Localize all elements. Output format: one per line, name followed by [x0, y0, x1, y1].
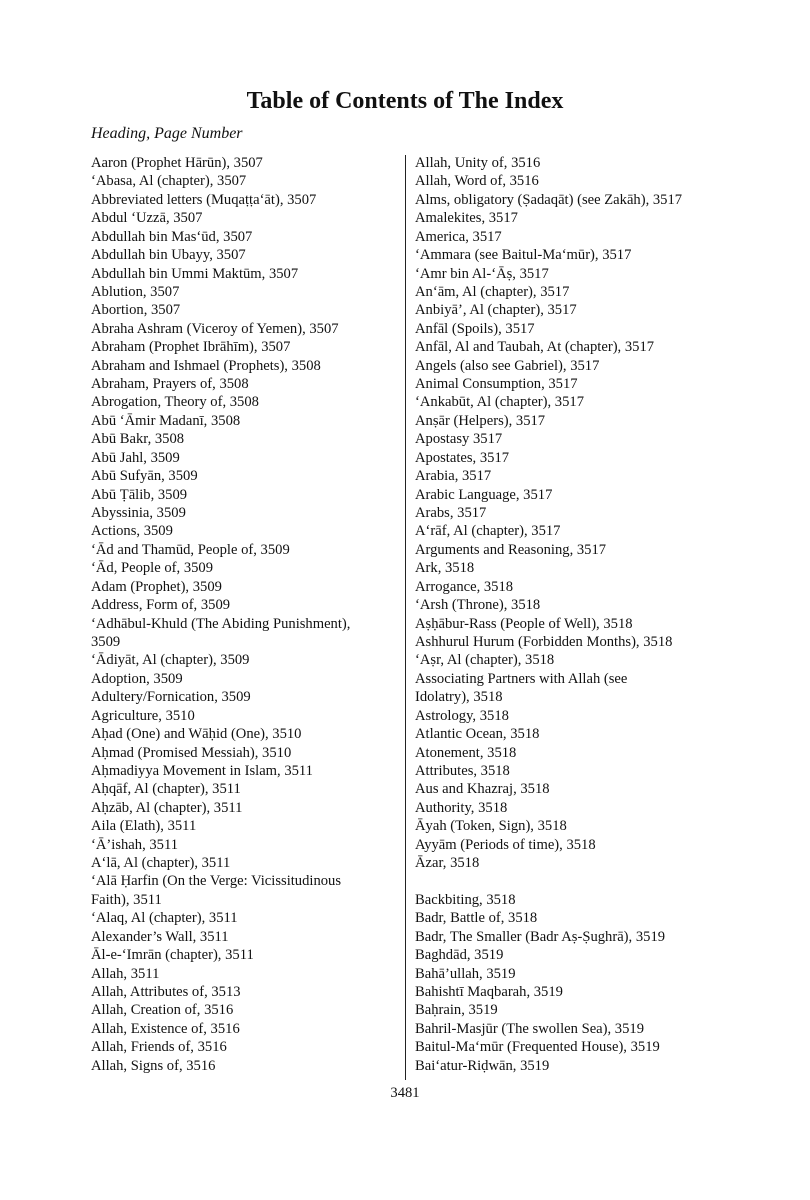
column-subheading: Heading, Page Number [91, 125, 243, 142]
index-entry: Authority, 3518 [415, 799, 508, 816]
index-entry: Ashhurul Hurum (Forbidden Months), 3518 [415, 633, 673, 650]
index-entry: ‘Adhābul-Khuld (The Abiding Punishment), [91, 615, 351, 632]
index-entry: Aḥad (One) and Wāḥid (One), 3510 [91, 726, 302, 743]
index-entry: Ayyām (Periods of time), 3518 [415, 836, 596, 853]
index-entry: ‘Aṣr, Al (chapter), 3518 [415, 652, 555, 669]
page-number: 3481 [390, 1085, 420, 1101]
index-entry: Abū Jahl, 3509 [91, 449, 180, 466]
index-entry: Agriculture, 3510 [91, 707, 195, 724]
index-entry: Bai‘atur-Riḍwān, 3519 [415, 1057, 550, 1074]
index-entry: Bahril-Masjūr (The swollen Sea), 3519 [415, 1020, 644, 1037]
index-entry: ‘Alaq, Al (chapter), 3511 [91, 910, 238, 927]
index-entry: Faith), 3511 [91, 891, 162, 908]
index-entry: Astrology, 3518 [415, 707, 509, 724]
index-entry: Allah, Signs of, 3516 [91, 1057, 216, 1074]
column-divider [405, 155, 406, 1080]
index-entry: Allah, Existence of, 3516 [91, 1020, 240, 1037]
index-entry: Allah, Creation of, 3516 [91, 1002, 234, 1019]
index-column-left [91, 154, 396, 1075]
index-entry: Arabic Language, 3517 [415, 486, 553, 503]
index-entry: Ark, 3518 [415, 560, 475, 577]
index-entry: Abrogation, Theory of, 3508 [91, 394, 259, 411]
index-entry: Associating Partners with Allah (see [415, 670, 628, 687]
index-entry: Atlantic Ocean, 3518 [415, 726, 540, 743]
index-entry: Aḥmadiyya Movement in Islam, 3511 [91, 762, 313, 779]
index-entry: Angels (also see Gabriel), 3517 [415, 357, 600, 374]
index-entry: Arrogance, 3518 [415, 578, 514, 595]
index-entry: Baghdād, 3519 [415, 947, 504, 964]
index-entry: Anbiyā’, Al (chapter), 3517 [415, 302, 577, 319]
index-entry: Abū Ṭālib, 3509 [91, 486, 188, 503]
index-entry: America, 3517 [415, 228, 502, 245]
index-entry: A‘rāf, Al (chapter), 3517 [415, 523, 561, 540]
index-entry: Adultery/Fornication, 3509 [91, 689, 251, 706]
index-entry: Abortion, 3507 [91, 302, 181, 319]
index-entry: Bahishtī Maqbarah, 3519 [415, 983, 563, 1000]
index-entry: Allah, 3511 [91, 965, 160, 982]
index-entry: Abū Bakr, 3508 [91, 431, 185, 448]
index-entry: Attributes, 3518 [415, 762, 510, 779]
index-entry: Apostasy 3517 [415, 431, 503, 448]
index-entry: Āyah (Token, Sign), 3518 [415, 818, 567, 835]
index-entry: Address, Form of, 3509 [91, 597, 231, 614]
index-entry: Badr, Battle of, 3518 [415, 910, 538, 927]
index-entry: Alms, obligatory (Ṣadaqāt) (see Zakāh), 3517 [415, 191, 683, 208]
index-entry: Abdullah bin Ummi Maktūm, 3507 [91, 265, 299, 282]
index-entry: Baḥrain, 3519 [415, 1002, 498, 1019]
page-title: Table of Contents of The Index [246, 88, 564, 114]
index-entry: Abraham and Ishmael (Prophets), 3508 [91, 357, 321, 374]
index-entry: Allah, Friends of, 3516 [91, 1039, 227, 1056]
index-entry: Abyssinia, 3509 [91, 505, 186, 522]
index-column-right [415, 154, 745, 1075]
index-entry: Ablution, 3507 [91, 283, 180, 300]
index-entry: An‘ām, Al (chapter), 3517 [415, 283, 570, 300]
index-entry: Abraham, Prayers of, 3508 [91, 376, 249, 393]
index-entry: ‘Ammara (see Baitul-Ma‘mūr), 3517 [415, 247, 632, 264]
index-entry: Abdullah bin Mas‘ūd, 3507 [91, 228, 253, 245]
index-entry: Arguments and Reasoning, 3517 [415, 541, 607, 558]
index-entry: Allah, Word of, 3516 [415, 173, 539, 190]
index-entry: Allah, Unity of, 3516 [415, 155, 541, 171]
index-entry: 3509 [91, 633, 121, 650]
index-entry: Abdul ‘Uzzā, 3507 [91, 210, 203, 227]
index-entry: Arabs, 3517 [415, 505, 487, 522]
index-entry: Alexander’s Wall, 3511 [91, 928, 229, 945]
index-entry: Allah, Attributes of, 3513 [91, 983, 241, 1000]
index-entry: Abū ‘Āmir Madanī, 3508 [91, 412, 241, 429]
index-entry: Abū Sufyān, 3509 [91, 468, 198, 485]
index-entry: Atonement, 3518 [415, 744, 517, 761]
index-entry: ‘Ād, People of, 3509 [91, 560, 214, 577]
index-entry: Arabia, 3517 [415, 468, 492, 485]
index-entry: ‘Ādiyāt, Al (chapter), 3509 [91, 652, 250, 669]
index-entry: Adam (Prophet), 3509 [91, 578, 222, 595]
index-entry: Amalekites, 3517 [415, 210, 518, 227]
index-entry: Baitul-Ma‘mūr (Frequented House), 3519 [415, 1039, 660, 1056]
index-entry: Animal Consumption, 3517 [415, 376, 578, 393]
index-entry: Actions, 3509 [91, 523, 173, 540]
index-entry: Aḥzāb, Al (chapter), 3511 [91, 799, 243, 816]
index-entry: Anfāl, Al and Taubah, At (chapter), 3517 [415, 339, 655, 356]
index-entry: Āzar, 3518 [415, 855, 480, 872]
index-entry: ‘Arsh (Throne), 3518 [415, 597, 541, 614]
section-spacer [415, 872, 745, 890]
index-entry: Abraham (Prophet Ibrāhīm), 3507 [91, 339, 291, 356]
index-entry: Aṣḥābur-Rass (People of Well), 3518 [415, 615, 633, 632]
index-entry: Āl-e-‘Imrān (chapter), 3511 [91, 947, 254, 964]
index-entry: Bahā’ullah, 3519 [415, 965, 516, 982]
index-entry: Idolatry), 3518 [415, 689, 503, 706]
index-entry: ‘Ād and Thamūd, People of, 3509 [91, 541, 290, 558]
index-entry: Aaron (Prophet Hārūn), 3507 [91, 155, 263, 171]
index-entry: Abbreviated letters (Muqaṭṭa‘āt), 3507 [91, 191, 317, 208]
index-entry: Anṣār (Helpers), 3517 [415, 412, 546, 429]
index-entry: Adoption, 3509 [91, 670, 183, 687]
index-entry: Abraha Ashram (Viceroy of Yemen), 3507 [91, 320, 339, 337]
index-entry: A‘lā, Al (chapter), 3511 [91, 855, 231, 872]
index-entry: Aḥqāf, Al (chapter), 3511 [91, 781, 241, 798]
index-entry: ‘Alā Ḥarfin (On the Verge: Vicissitudinous [91, 873, 342, 890]
index-entry: Aus and Khazraj, 3518 [415, 781, 550, 798]
index-entry: ‘Ankabūt, Al (chapter), 3517 [415, 394, 584, 411]
index-entry: Aila (Elath), 3511 [91, 818, 197, 835]
index-entry: Backbiting, 3518 [415, 891, 516, 908]
index-entry: Anfāl (Spoils), 3517 [415, 320, 535, 337]
index-entry: Badr, The Smaller (Badr Aṣ-Ṣughrā), 3519 [415, 928, 666, 945]
index-entry: Abdullah bin Ubayy, 3507 [91, 247, 246, 264]
index-entry: ‘Ā’ishah, 3511 [91, 836, 179, 853]
index-entry: Aḥmad (Promised Messiah), 3510 [91, 744, 292, 761]
index-entry: Apostates, 3517 [415, 449, 510, 466]
index-entry: ‘Amr bin Al-‘Āṣ, 3517 [415, 265, 549, 282]
index-entry: ‘Abasa, Al (chapter), 3507 [91, 173, 247, 190]
